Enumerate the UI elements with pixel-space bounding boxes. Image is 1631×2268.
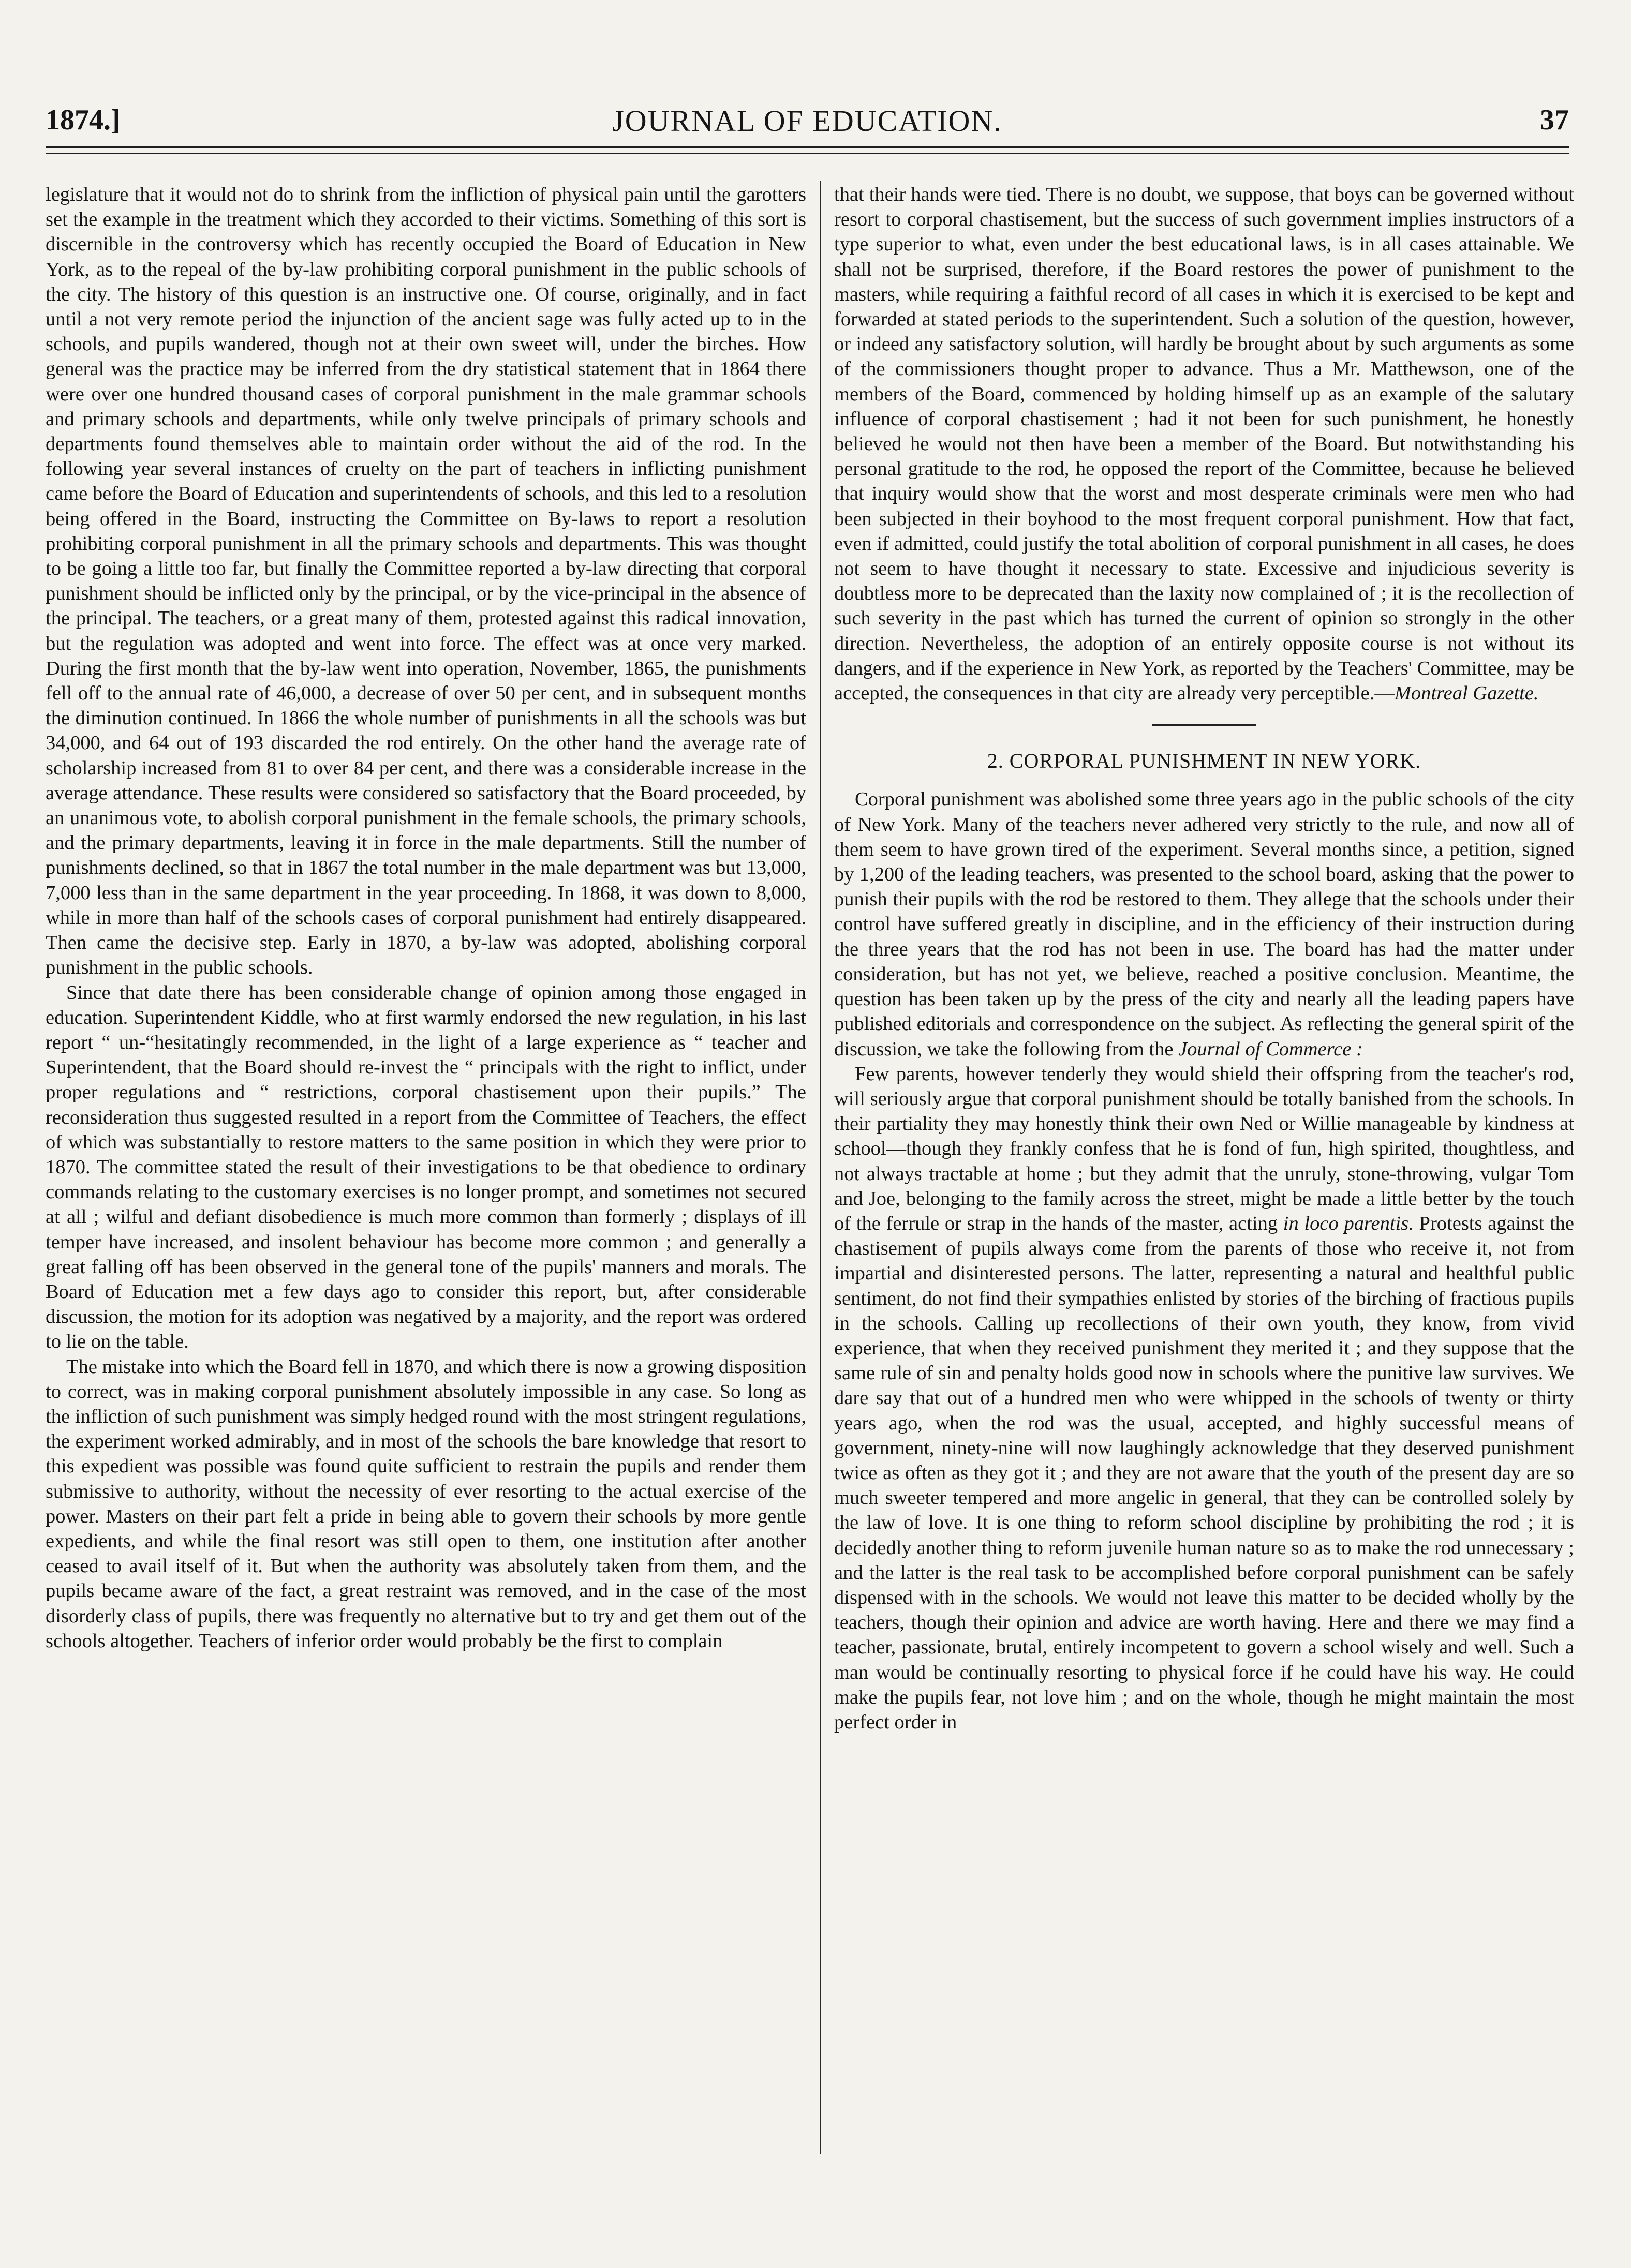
header-rule-thick — [46, 146, 1569, 148]
header-rule-thin — [46, 153, 1569, 154]
right-column — [834, 182, 1574, 2150]
page-header — [46, 103, 1569, 140]
right-paragraph-2 — [834, 787, 1574, 1061]
left-column — [46, 182, 806, 2150]
section-separator — [1152, 724, 1256, 726]
right-paragraph-3-text-a: Few parents, however tenderly they would shield their offspring from the teacher's rod, will seriously argue that corporal punishment should be totally banished from the schools. In their partiality they may honestly think their own Ned or Willie manageable by kindness at school—though they frankly confess that he is fond of fun, high spirited, thoughtless, and not always tractable at home ; but they admit that the unruly, stone-throwing, vulgar Tom and Joe, belonging to the family across the street, might be made a little better by the touch of the ferrule or strap in the hands of the master, acting — [834, 1063, 1574, 1234]
source-journal-of-commerce: Journal of Commerce : — [1178, 1038, 1363, 1060]
column-divider — [820, 181, 821, 2154]
header-year: 1874.] — [46, 104, 121, 136]
left-paragraph-1: legislature that it would not do to shrink from the infliction of physical pain until the garotters set the example in the treatment which they accorded to their victims. Something of this sort is discernible in the controversy which has recently occupied the Board of Education in New York, as to the repeal of the by-law prohibiting corporal punishment in the public schools of the city. The history of this question is an instructive one. Of course, originally, and in fact until a not very remote period the injunction of the ancient sage was fully acted up to in the schools, and pupils wandered, though not at their own sweet will, under the birches. How general was the practice may be inferred from the dry statistical statement that in 1864 there were over one hundred thousand cases of corporal punishment in the male grammar schools and primary schools and departments, while only twelve principals of primary schools and departments found themselves able to maintain order without the aid of the rod. In the following year several instances of cruelty on the part of teachers in inflicting punishment came before the Board of Education and superintendents of schools, and this led to a resolution being offered in the Board, instructing the Committee on By-laws to report a resolution prohibiting corporal punishment in all the primary schools and departments. This was thought to be going a little too far, but finally the Committee reported a by-law directing that corporal punishment should be inflicted only by the principal, or by the vice-principal in the absence of the principal. The teachers, or a great many of them, protested against this radical innovation, but the regulation was adopted and went into force. The effect was at once very marked. During the first month that the by-law went into operation, November, 1865, the punishments fell off to the annual rate of 46,000, a decrease of over 50 per cent, and in subsequent months the diminution continued. In 1866 the whole number of punishments in all the schools was but 34,000, and 64 out of 193 discarded the rod entirely. On the other hand the average rate of scholarship increased from 81 to over 84 per cent, and there was a considerable increase in the average attendance. These results were considered so satisfactory that the Board proceeded, by an unanimous vote, to abolish corporal punishment in the female schools, the primary schools, and the primary departments, leaving it in force in the male departments. Still the number of punishments declined, so that in 1867 the total number in the male department was but 13,000, 7,000 less than in the same department in the year proceeding. In 1868, it was down to 8,000, while in more than half of the schools cases of corporal punishment had entirely disappeared. Then came the decisive step. Early in 1870, a by-law was adopted, abolishing corporal punishment in the public schools. — [46, 184, 806, 979]
source-montreal-gazette: Montreal Gazette. — [1394, 682, 1539, 705]
right-paragraph-1 — [834, 182, 1574, 706]
right-paragraph-1-text: that their hands were tied. There is no doubt, we suppose, that boys can be governed without resort to corporal chastisement, but the success of such government implies instructors of a type superior to what, even under the best educational laws, is in all cases attainable. We shall not be surprised, therefore, if the Board restores the power of punishment to the masters, while requiring a faithful record of all cases in which it is exercised to be kept and forwarded at stated periods to the superintendent. Such a solution of the question, however, or indeed any satisfactory solution, will hardly be brought about by such arguments as some of the commissioners thought proper to advance. Thus a Mr. Matthewson, one of the members of the Board, commenced by holding himself up as an example of the salutary influence of corporal chastisement ; had it not been for such punishment, he honestly believed he would not then have been a member of the Board. But notwithstanding his personal gratitude to the rod, he opposed the report of the Committee, because he believed that inquiry would show that the worst and most desperate criminals were men who had been subjected in their boyhood to the most frequent corporal punishment. How that fact, even if admitted, could justify the total abolition of corporal punishment in all cases, he does not seem to have thought it necessary to state. Excessive and injudicious severity is doubtless more to be deprecated than the laxity now complained of ; it is the recollection of such severity in the past which has turned the current of opinion so strongly in the other direction. Nevertheless, the adoption of an entirely opposite course is not without its dangers, and if the experience in New York, as reported by the Teachers' Committee, may be accepted, the consequences in that city are already very perceptible.— — [834, 184, 1574, 705]
right-paragraph-3-text-b: Protests against the chastisement of pupils always come from the parents of those who receive it, not from impartial and disinterested persons. The latter, representing a natural and healthful public sentiment, do not find their sympathies enlisted by stories of the birching of fractious pupils in the schools. Calling up recollections of their own youth, they know, from vivid experience, that when they received punishment they merited it ; and they suppose that the same rule of sin and penalty holds good now in schools where the punitive law survives. We dare say that out of a hundred men who were whipped in the schools of twenty or thirty years ago, when the rod was the usual, accepted, and highly successful means of government, ninety-nine will now laughingly acknowledge that they deserved punishment twice as often as they got it ; and they are not aware that the youth of the present day are so much sweeter tempered and more angelic in general, that they can be controlled solely by the law of love. It is one thing to reform school discipline by prohibiting the rod ; it is decidedly another thing to reform juvenile human nature so as to make the rod unnecessary ; and the latter is the real task to be accomplished before corporal punishment can be safely dispensed with in the schools. We would not leave this matter to be decided wholly by the teachers, though their opinion and advice are worth having. Here and there we may find a teacher, passionate, brutal, entirely incompetent to govern a school wisely and well. Such a man would be continually resorting to physical force if he could have his way. He could make the pupils fear, not love him ; and on the whole, though he might maintain the most perfect order in — [834, 1212, 1574, 1733]
section-title: 2. CORPORAL PUNISHMENT IN NEW YORK. — [987, 749, 1421, 773]
latin-phrase: in loco parentis. — [1283, 1212, 1414, 1234]
right-paragraph-3 — [834, 1062, 1574, 1735]
left-paragraph-3: The mistake into which the Board fell in 1870, and which there is now a growing disposition to correct, was in making corporal punishment absolutely impossible in any case. So long as the infliction of such punishment was simply hedged round with the most stringent regulations, the experiment worked admirably, and in most of the schools the bare knowledge that resort to this expedient was possible was found quite sufficient to restrain the pupils and render them submissive to authority, without the necessity of ever resorting to the actual exercise of the power. Masters on their part felt a pride in being able to govern their schools by more gentle expedients, and while the final resort was still open to them, one institution after another ceased to avail itself of it. But when the authority was absolutely taken from them, and the pupils became aware of the fact, a great restraint was removed, and in the case of the most disorderly class of pupils, there was frequently no alternative but to try and get them out of the schools altogether. Teachers of inferior order would probably be the first to complain — [46, 1355, 806, 1652]
left-paragraph-2: Since that date there has been considerable change of opinion among those engaged in education. Superintendent Kiddle, who at first warmly endorsed the new regulation, in his last report “ un-“hesitatingly recommended, in the light of a large experience as “ teacher and Superintendent, that the Board should re-invest the “ principals with the right to inflict, under proper regulations and “ restrictions, corporal chastisement upon their pupils.” The reconsideration thus suggested resulted in a report from the Committee of Teachers, the effect of which was substantially to restore matters to the same position in which they were prior to 1870. The committee stated the result of their investigations to be that obedience to ordinary commands relating to the customary exercises is no longer prompt, and sometimes not secured at all ; wilful and defiant disobedience is much more common than formerly ; displays of ill temper have increased, and insolent behaviour has become more common ; and generally a great falling off has been observed in the general tone of the pupils' manners and morals. The Board of Education met a few days ago to consider this report, but, after considerable discussion, the motion for its adoption was negatived by a majority, and the report was ordered to lie on the table. — [46, 981, 806, 1353]
right-paragraph-2-text: Corporal punishment was abolished some three years ago in the public schools of the city of New York. Many of the teachers never adhered very strictly to the rule, and now all of them seem to have grown tired of the experiment. Several months since, a petition, signed by 1,200 of the leading teachers, was presented to the school board, asking that the power to punish their pupils with the rod be restored to them. They allege that the schools under their control have suffered greatly in discipline, and in the efficiency of their instruction during the three years that the rod has not been in use. The board has had the matter under consideration, but has not yet, we believe, reached a positive conclusion. Meantime, the question has been taken up by the press of the city and nearly all the leading papers have published editorials and correspondence on the subject. As reflecting the general spirit of the discussion, we take the following from the — [834, 788, 1574, 1060]
header-title: JOURNAL OF EDUCATION. — [612, 104, 1002, 138]
page-number: 37 — [1540, 104, 1569, 136]
